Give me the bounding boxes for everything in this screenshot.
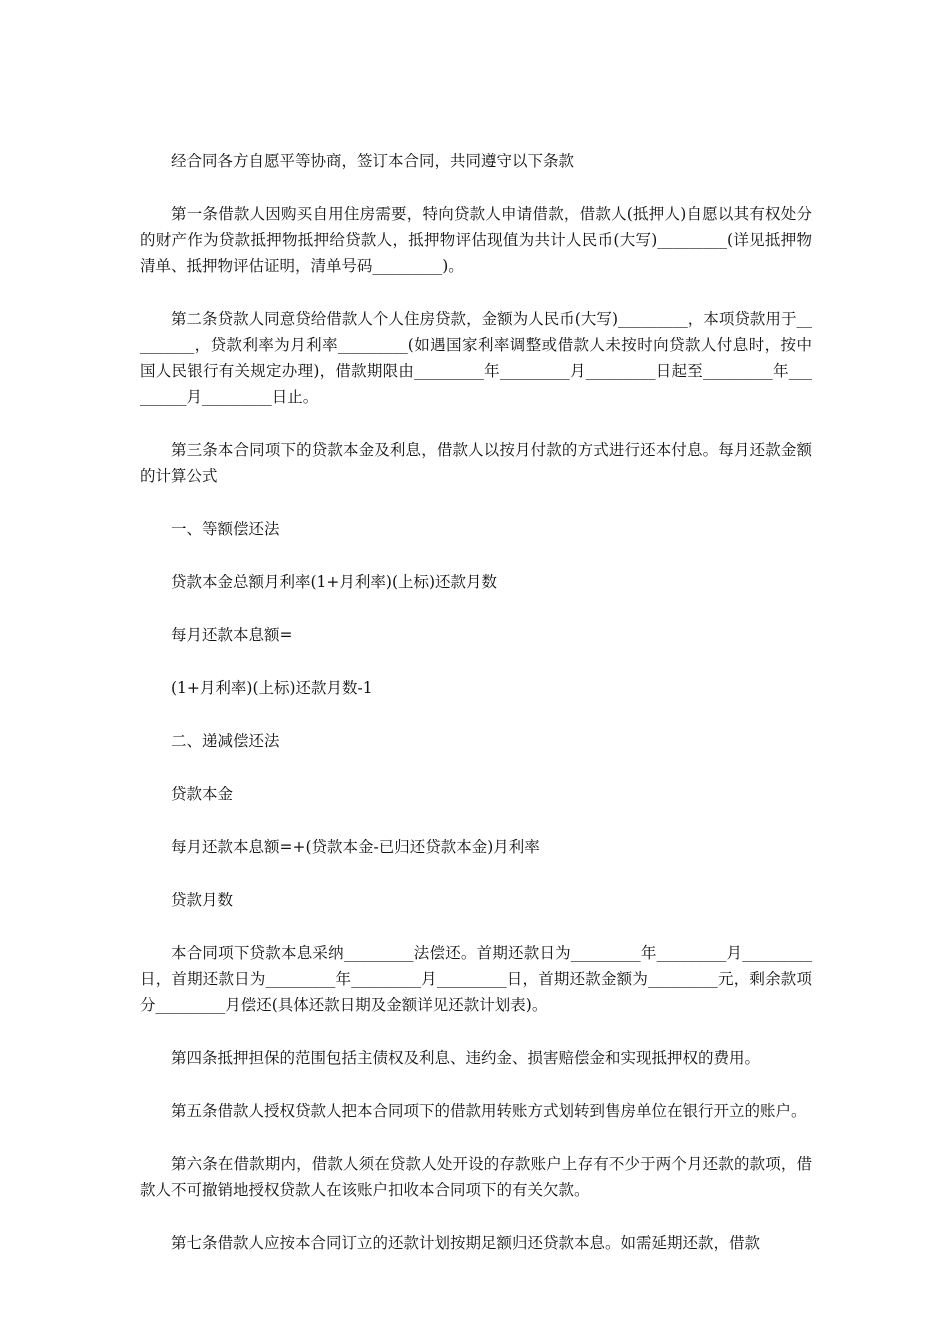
article-3-paragraph: 第三条本合同项下的贷款本金及利息，借款人以按月付款的方式进行还本付息。每月还款金额的计算公式 bbox=[140, 441, 812, 485]
article-4-paragraph: 第四条抵押担保的范围包括主债权及利息、违约金、损害赔偿金和实现抵押权的费用。 bbox=[171, 1049, 761, 1067]
document-body bbox=[140, 148, 812, 1283]
article-5-paragraph: 第五条借款人授权贷款人把本合同项下的借款用转账方式划转到售房单位在银行开立的账户。 bbox=[171, 1102, 807, 1120]
formula-1-numerator: 贷款本金总额月利率(1+月利率)(上标)还款月数 bbox=[171, 573, 498, 591]
repayment-terms-paragraph: 本合同项下贷款本息采纳_________法偿还。首期还款日为_________年_________月_________日，首期还款日为_________年_________月_________日，首期还款金额为_________元，剩余款项分_________月偿还(具体还款日期及金额详见还款计划表)。 bbox=[140, 944, 812, 1014]
formula-1-label: 每月还款本息额= bbox=[171, 626, 293, 644]
article-7-paragraph: 第七条借款人应按本合同订立的还款计划按期足额归还贷款本息。如需延期还款，借款 bbox=[171, 1234, 761, 1252]
method-2-heading: 二、递减偿还法 bbox=[171, 732, 280, 750]
article-2-paragraph: 第二条贷款人同意贷给借款人个人住房贷款，金额为人民币(大写)_________，本项贷款用于_________，贷款利率为月利率_________(如遇国家利率调整或借款人未按时向贷款人付息时，按中国人民银行有关规定办理)，借款期限由_________年_________月_________日起至_________年_________月_________日止。 bbox=[140, 310, 812, 406]
formula-2-numerator: 贷款本金 bbox=[171, 785, 234, 803]
article-6-paragraph: 第六条在借款期内，借款人须在贷款人处开设的存款账户上存有不少于两个月还款的款项，借款人不可撤销地授权贷款人在该账户扣收本合同项下的有关欠款。 bbox=[140, 1155, 812, 1199]
formula-2-denominator: 贷款月数 bbox=[171, 891, 234, 909]
article-1-paragraph: 第一条借款人因购买自用住房需要，特向贷款人申请借款，借款人(抵押人)自愿以其有权处分的财产作为贷款抵押物抵押给贷款人，抵押物评估现值为共计人民币(大写)_________(详见抵押物清单、抵押物评估证明，清单号码_________)。 bbox=[140, 205, 812, 275]
intro-paragraph: 经合同各方自愿平等协商，签订本合同，共同遵守以下条款 bbox=[171, 152, 575, 170]
method-1-heading: 一、等额偿还法 bbox=[171, 520, 280, 538]
formula-2-label: 每月还款本息额=+(贷款本金-已归还贷款本金)月利率 bbox=[171, 838, 540, 856]
formula-1-denominator: (1+月利率)(上标)还款月数-1 bbox=[171, 679, 373, 697]
